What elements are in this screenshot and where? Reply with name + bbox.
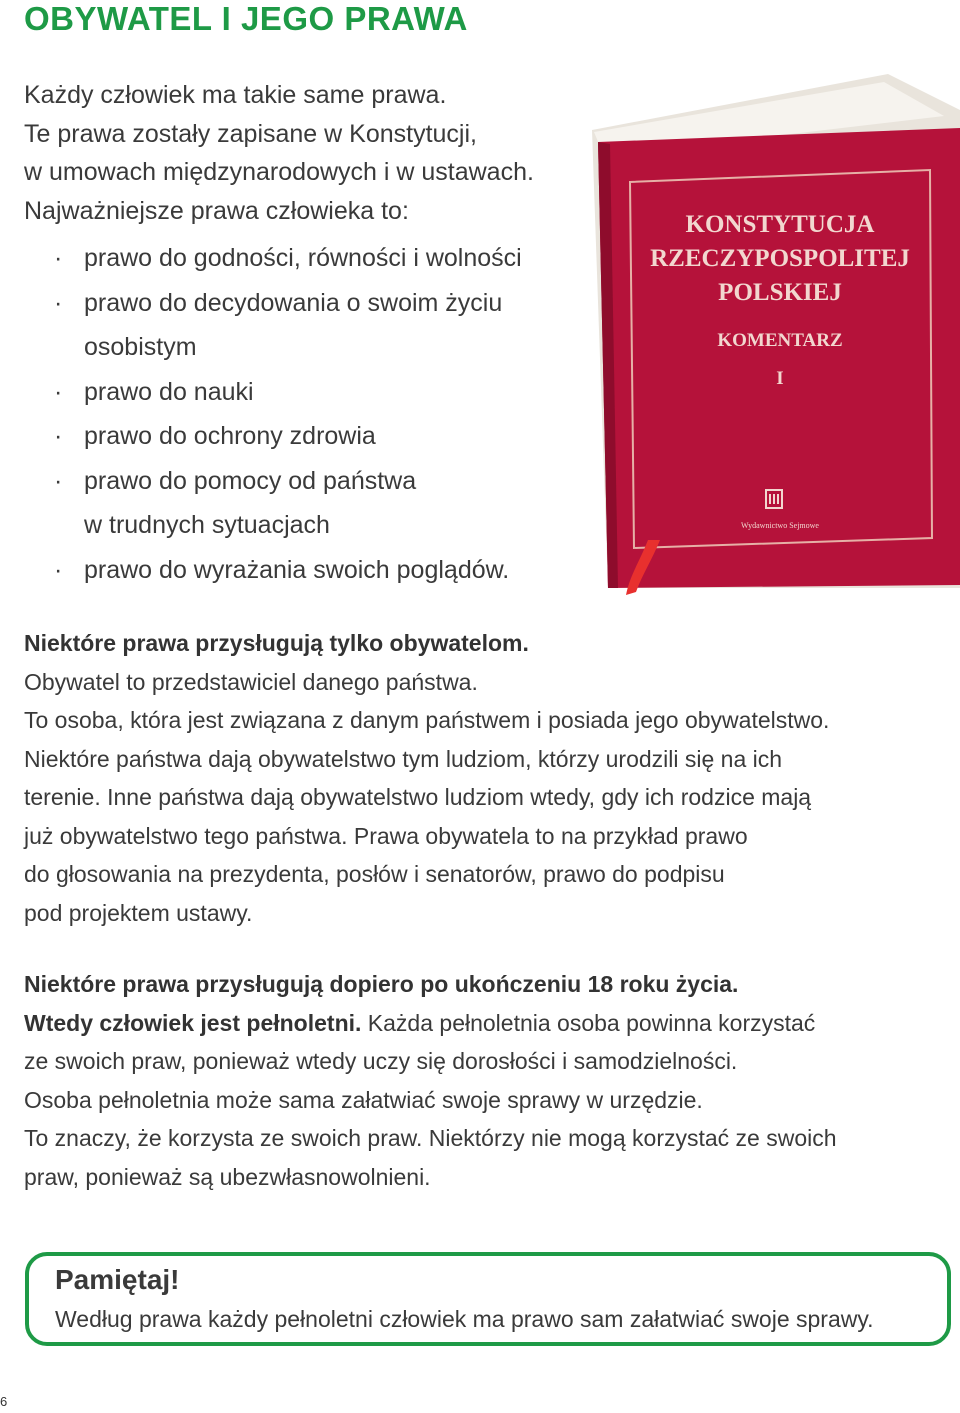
constitution-book-image <box>588 70 960 600</box>
intro-line: Najważniejsze prawa człowieka to: <box>24 196 409 225</box>
list-item: · prawo do wyrażania swoich poglądów. <box>24 548 584 593</box>
list-item: · prawo do nauki <box>24 370 584 415</box>
paragraph-line: już obywatelstwo tego państwa. Prawa obywatela to na przykład prawo <box>24 822 748 849</box>
book-title-line: POLSKIEJ <box>718 279 842 306</box>
paragraph-line <box>24 624 924 663</box>
list-item-continuation: w trudnych sytuacjach <box>84 511 330 539</box>
paragraph-line: Osoba pełnoletnia może sama załatwiać swoje sprawy w urzędzie. <box>24 1086 703 1113</box>
remember-text: Według prawa każdy pełnoletni człowiek ma prawo sam załatwiać swoje sprawy. <box>55 1306 874 1332</box>
list-item: · prawo do ochrony zdrowia <box>24 414 584 459</box>
list-item: · prawo do decydowania o swoim życiu <box>24 281 584 326</box>
bold-statement: Niektóre prawa przysługują dopiero po ukończeniu 18 roku życia. <box>24 971 739 997</box>
intro-line: Każdy człowiek ma takie same prawa. <box>24 81 447 109</box>
book-cover <box>598 128 960 588</box>
paragraph-line: Niektóre państwa dają obywatelstwo tym ludziom, którzy urodzili się na ich <box>24 745 783 772</box>
book-title-line: KONSTYTUCJA <box>685 211 875 238</box>
intro-line: Te prawa zostały zapisane w Konstytucji, <box>24 119 477 148</box>
bullet-icon: · <box>54 377 63 406</box>
rights-list <box>24 236 584 592</box>
list-item: · prawo do pomocy od państwa <box>24 459 584 504</box>
book-publisher: Wydawnictwo Sejmowe <box>741 521 819 530</box>
bold-statement: Niektóre prawa przysługują tylko obywatelom. <box>24 630 529 656</box>
paragraph-line: To znaczy, że korzysta ze swoich praw. Niektórzy nie mogą korzystać ze swoich <box>24 1125 837 1151</box>
paragraph-line: terenie. Inne państwa dają obywatelstwo ludziom wtedy, gdy ich rodzice mają <box>24 784 812 810</box>
list-item-continuation: osobistym <box>84 333 197 361</box>
bold-statement: Wtedy człowiek jest pełnoletni. <box>24 1009 362 1036</box>
paragraph-line: ze swoich praw, ponieważ wtedy uczy się dorosłości i samodzielności. <box>24 1048 738 1074</box>
book-title-line: RZECZYPOSPOLITEJ <box>650 245 910 272</box>
main-text <box>24 624 924 1196</box>
intro-section <box>24 76 584 592</box>
book-volume: I <box>776 368 784 389</box>
page-number: 6 <box>0 1394 8 1409</box>
paragraph-line <box>24 965 924 1004</box>
paragraph-line: do głosowania na prezydenta, posłów i senatorów, prawo do podpisu <box>24 861 725 887</box>
intro-line: w umowach międzynarodowych i w ustawach. <box>24 158 534 186</box>
paragraph-line: To osoba, która jest związana z danym państwem i posiada jego obywatelstwo. <box>24 707 830 733</box>
bullet-icon: · <box>54 422 63 450</box>
page-title: OBYWATEL I JEGO PRAWA <box>24 0 468 37</box>
bullet-icon: · <box>54 244 63 272</box>
remember-box <box>25 1252 951 1346</box>
bullet-icon: · <box>54 466 63 495</box>
book-subtitle: KOMENTARZ <box>717 330 843 351</box>
paragraph-line: Obywatel to przedstawiciel danego państwa. <box>24 668 478 695</box>
list-item: · prawo do godności, równości i wolności <box>24 236 584 281</box>
paragraph-line: praw, ponieważ są ubezwłasnowolnieni. <box>24 1163 431 1190</box>
bullet-icon: · <box>54 288 63 317</box>
paragraph-line: pod projektem ustawy. <box>24 899 253 926</box>
bullet-icon: · <box>54 555 63 584</box>
paragraph-line: Wtedy człowiek jest pełnoletni. Każda pełnoletnia osoba powinna korzystać <box>24 1009 816 1036</box>
remember-title: Pamiętaj! <box>55 1264 180 1295</box>
